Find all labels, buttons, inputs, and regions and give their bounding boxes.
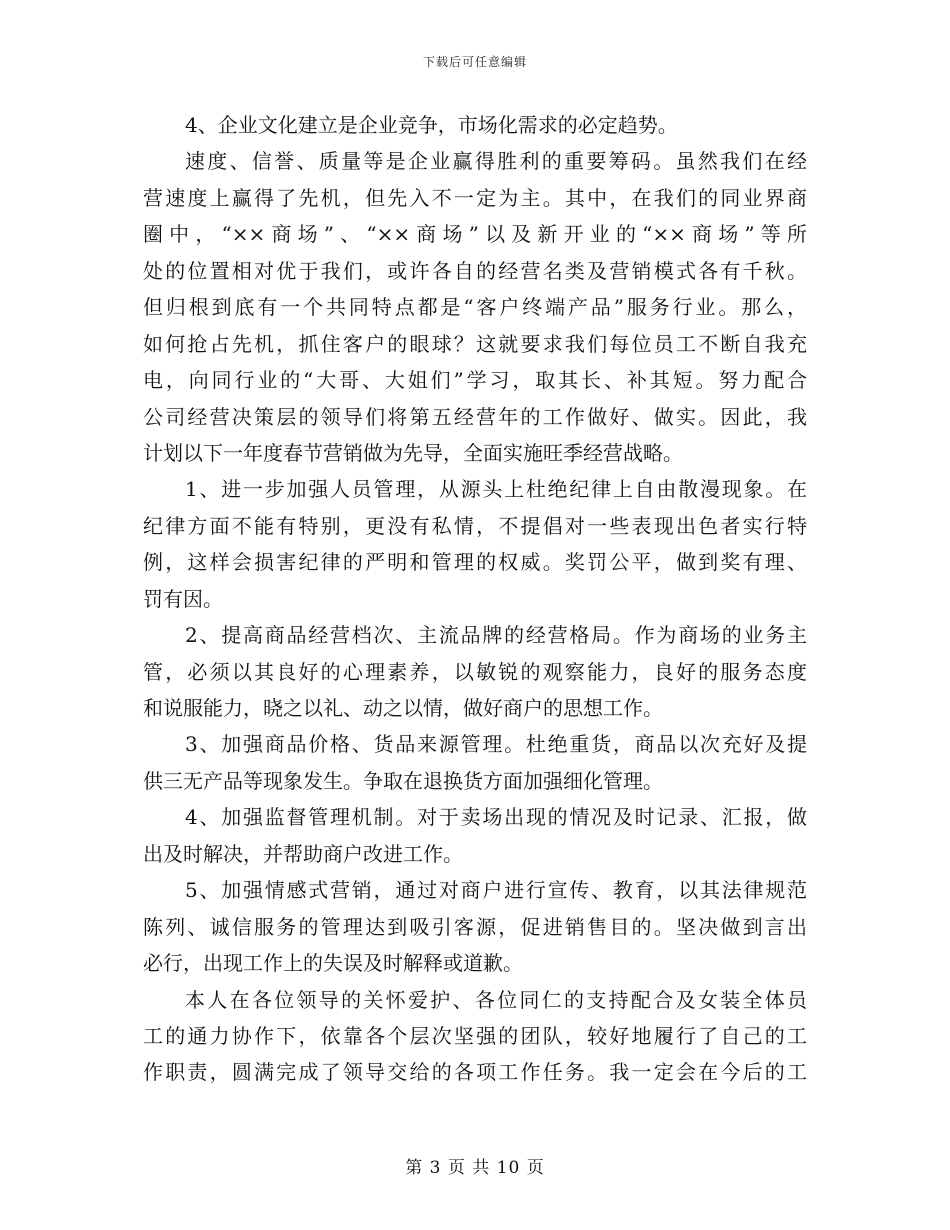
- text-line: 但归根到底有一个共同特点都是“客户终端产品”服务行业。那么，: [143, 295, 807, 320]
- text-line: 供三无产品等现象发生。争取在退换货方面加强细化管理。: [143, 768, 663, 793]
- text-line: 作职责，圆满完成了领导交给的各项工作任务。我一定会在今后的工: [143, 1060, 807, 1085]
- text-line: 4、企业文化建立是企业竞争，市场化需求的必定趋势。: [185, 113, 678, 137]
- text-line: 1、进一步加强人员管理，从源头上杜绝纪律上自由散漫现象。在: [185, 477, 807, 502]
- document-body: [143, 107, 807, 1091]
- page-header-note: 下载后可任意编辑: [422, 55, 527, 69]
- text-line: 必行，出现工作上的失误及时解释或道歉。: [143, 951, 523, 976]
- text-line: 电，向同行业的“大哥、大姐们”学习，取其长、补其短。努力配合: [143, 368, 807, 393]
- text-line: 3、加强商品价格、货品来源管理。杜绝重货，商品以次充好及提: [185, 732, 807, 757]
- text-line: 处的位置相对优于我们，或许各自的经营名类及营销模式各有千秋。: [143, 258, 807, 283]
- text-line: 计划以下一年度春节营销做为先导，全面实施旺季经营战略。: [143, 440, 683, 465]
- text-line: 罚有因。: [143, 586, 223, 611]
- page-footer: 第 3 页 共 10 页: [405, 1158, 545, 1178]
- text-line: 本人在各位领导的关怀爱护、各位同仁的支持配合及女装全体员: [185, 987, 807, 1012]
- text-line: 例，这样会损害纪律的严明和管理的权威。奖罚公平，做到奖有理、: [143, 550, 807, 575]
- text-line: 纪律方面不能有特别，更没有私情，不提倡对一些表现出色者实行特: [143, 513, 807, 538]
- text-line: 速度、信誉、质量等是企业赢得胜利的重要筹码。虽然我们在经: [185, 149, 807, 174]
- text-line: 如何抢占先机，抓住客户的眼球？这就要求我们每位员工不断自我充: [143, 331, 807, 356]
- text-line: 工的通力协作下，依靠各个层次坚强的团队，较好地履行了自己的工: [143, 1023, 807, 1048]
- text-line: 出及时解决，并帮助商户改进工作。: [143, 841, 463, 866]
- text-line: 4、加强监督管理机制。对于卖场出现的情况及时记录、汇报，做: [185, 805, 807, 830]
- text-line: 管，必须以其良好的心理素养，以敏锐的观察能力，良好的服务态度: [143, 659, 807, 684]
- text-line: 5、加强情感式营销，通过对商户进行宣传、教育，以其法律规范: [185, 878, 807, 903]
- text-line: 陈列、诚信服务的管理达到吸引客源，促进销售目的。坚决做到言出: [143, 914, 807, 939]
- text-line: 营速度上赢得了先机，但先入不一定为主。其中，在我们的同业界商: [143, 185, 807, 210]
- text-line: 2、提高商品经营档次、主流品牌的经营格局。作为商场的业务主: [185, 623, 807, 648]
- text-line: 公司经营决策层的领导们将第五经营年的工作做好、做实。因此，我: [143, 404, 807, 429]
- text-line: 和说服能力，晓之以礼、动之以情，做好商户的思想工作。: [143, 696, 663, 720]
- text-line: 圈中，“××商场”、“××商场”以及新开业的“××商场”等所: [143, 222, 807, 247]
